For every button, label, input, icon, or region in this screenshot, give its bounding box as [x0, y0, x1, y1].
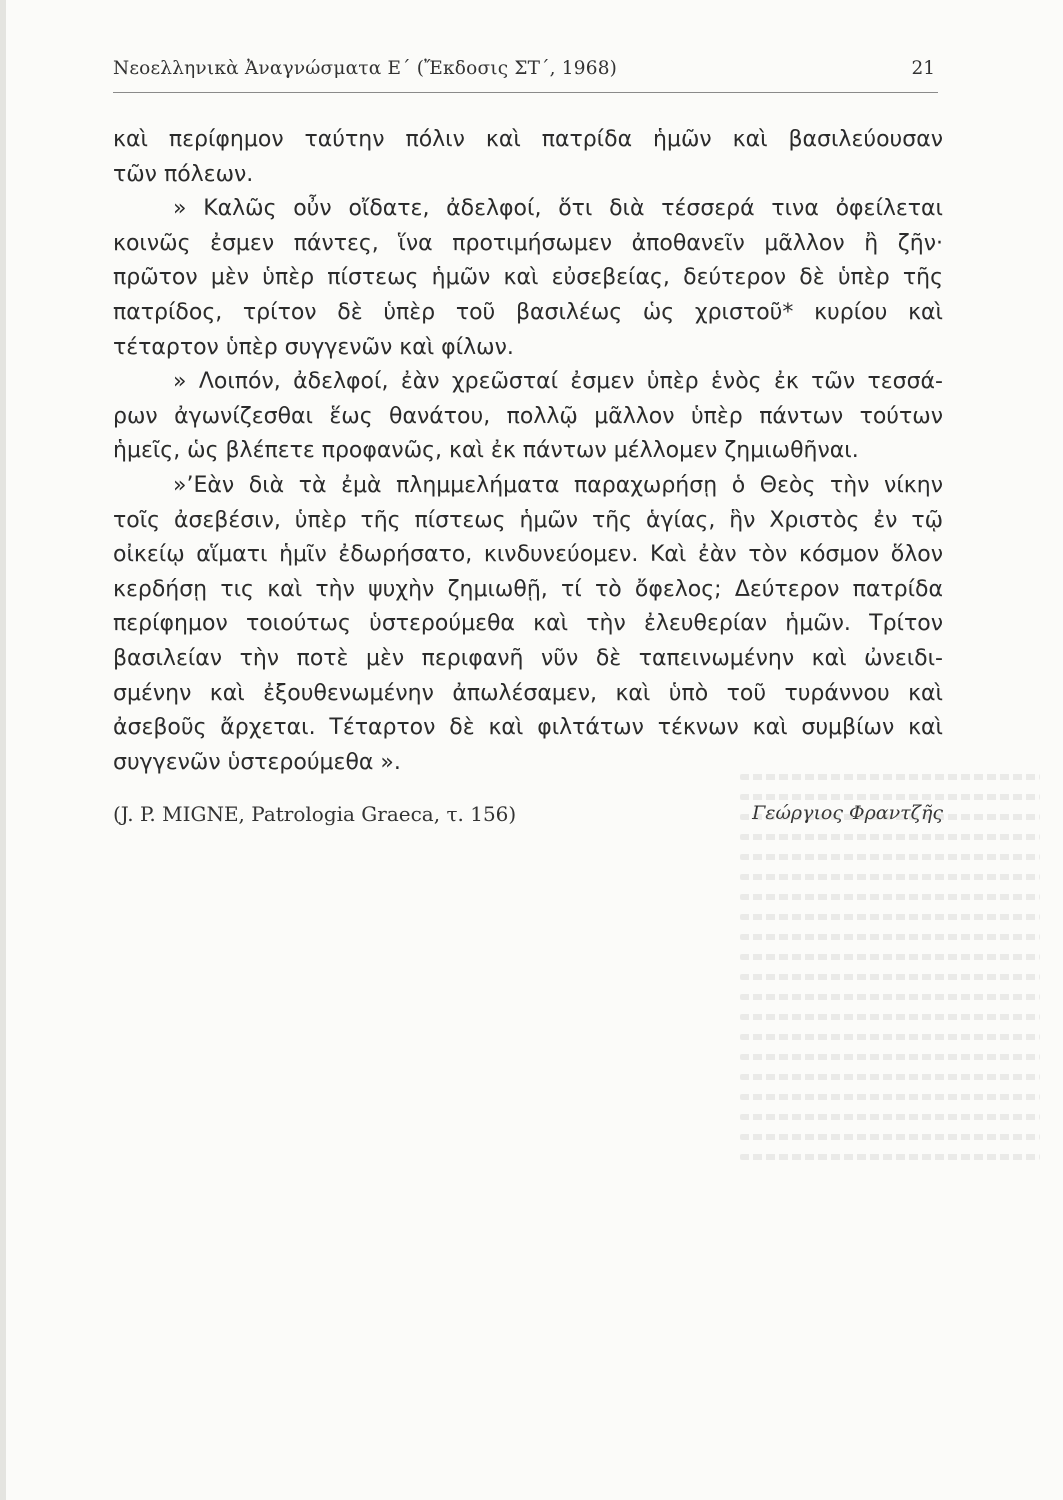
citation-source: (J. P. MIGNE, Patrologia Graeca, τ. 156) — [113, 802, 517, 826]
citation-author: Γεώργιος Φραντζῆς — [752, 802, 943, 824]
text-line: τέταρτον ὑπὲρ συγγενῶν καὶ φίλων. — [113, 334, 514, 360]
text-line: οἰκείῳ αἵματι ἡμῖν ἐδωρήσατο, κινδυνεύομεν. Καὶ ἐὰν τὸν κόσμον ὅλον — [113, 542, 943, 568]
main-text — [113, 123, 943, 780]
text-line: τῶν πόλεων. — [113, 161, 254, 187]
text-line: κερδήσῃ τις καὶ τὴν ψυχὴν ζημιωθῇ, τί τὸ ὄφελος; Δεύτερον πατρίδα — [113, 576, 943, 602]
text-line: πατρίδος, τρίτον δὲ ὑπὲρ τοῦ βασιλέως ὡς χριστοῦ* κυρίου καὶ — [113, 299, 943, 325]
text-line: ρων ἀγωνίζεσθαι ἕως θανάτου, πολλῷ μᾶλλον ὑπὲρ πάντων τούτων — [113, 403, 943, 429]
running-header — [113, 58, 935, 88]
text-line: ἡμεῖς, ὡς βλέπετε προφανῶς, καὶ ἐκ πάντων μέλλομεν ζημιωθῆναι. — [113, 438, 859, 464]
text-line: »’Εὰν διὰ τὰ ἐμὰ πλημμελήματα παραχωρήσῃ ὁ Θεὸς τὴν νίκην — [173, 472, 943, 498]
text-line: ἀσεβοῦς ἄρχεται. Τέταρτον δὲ καὶ φιλτάτων τέκνων καὶ συμβίων καὶ — [113, 715, 943, 741]
page-edge — [0, 0, 6, 1500]
text-line: πρῶτον μὲν ὑπὲρ πίστεως ἡμῶν καὶ εὐσεβείας, δεύτερον δὲ ὑπὲρ τῆς — [113, 265, 943, 291]
show-through-texture — [740, 760, 1040, 1380]
header-divider — [113, 92, 938, 93]
text-line: περίφημον τοιούτως ὑστερούμεθα καὶ τὴν ἐλευθερίαν ἡμῶν. Τρίτον — [113, 611, 943, 637]
text-line: » Λοιπόν, ἀδελφοί, ἐὰν χρεῶσταί ἐσμεν ὑπὲρ ἑνὸς ἐκ τῶν τεσσά- — [173, 369, 943, 395]
text-line: καὶ περίφημον ταύτην πόλιν καὶ πατρίδα ἡμῶν καὶ βασιλεύουσαν — [113, 127, 943, 152]
page-number: 21 — [911, 58, 935, 79]
text-line: » Καλῶς οὖν οἴδατε, ἀδελφοί, ὅτι διὰ τέσσερά τινα ὀφείλεται — [173, 196, 943, 222]
book-title: Νεοελληνικὰ Ἀναγνώσματα Ε΄ (Ἔκδοσις ΣΤ΄, 1968) — [113, 58, 618, 79]
text-line: τοῖς ἀσεβέσιν, ὑπὲρ τῆς πίστεως ἡμῶν τῆς ἁγίας, ἣν Χριστὸς ἐν τῷ — [113, 507, 943, 533]
text-line: σμένην καὶ ἐξουθενωμένην ἀπωλέσαμεν, καὶ ὑπὸ τοῦ τυράννου καὶ — [113, 680, 943, 706]
text-line: συγγενῶν ὑστερούμεθα ». — [113, 749, 401, 775]
text-line: κοινῶς ἐσμεν πάντες, ἵνα προτιμήσωμεν ἀποθανεῖν μᾶλλον ἢ ζῆν· — [113, 230, 943, 256]
text-line: βασιλείαν τὴν ποτὲ μὲν περιφανῆ νῦν δὲ ταπεινωμένην καὶ ὠνειδι- — [113, 645, 943, 671]
